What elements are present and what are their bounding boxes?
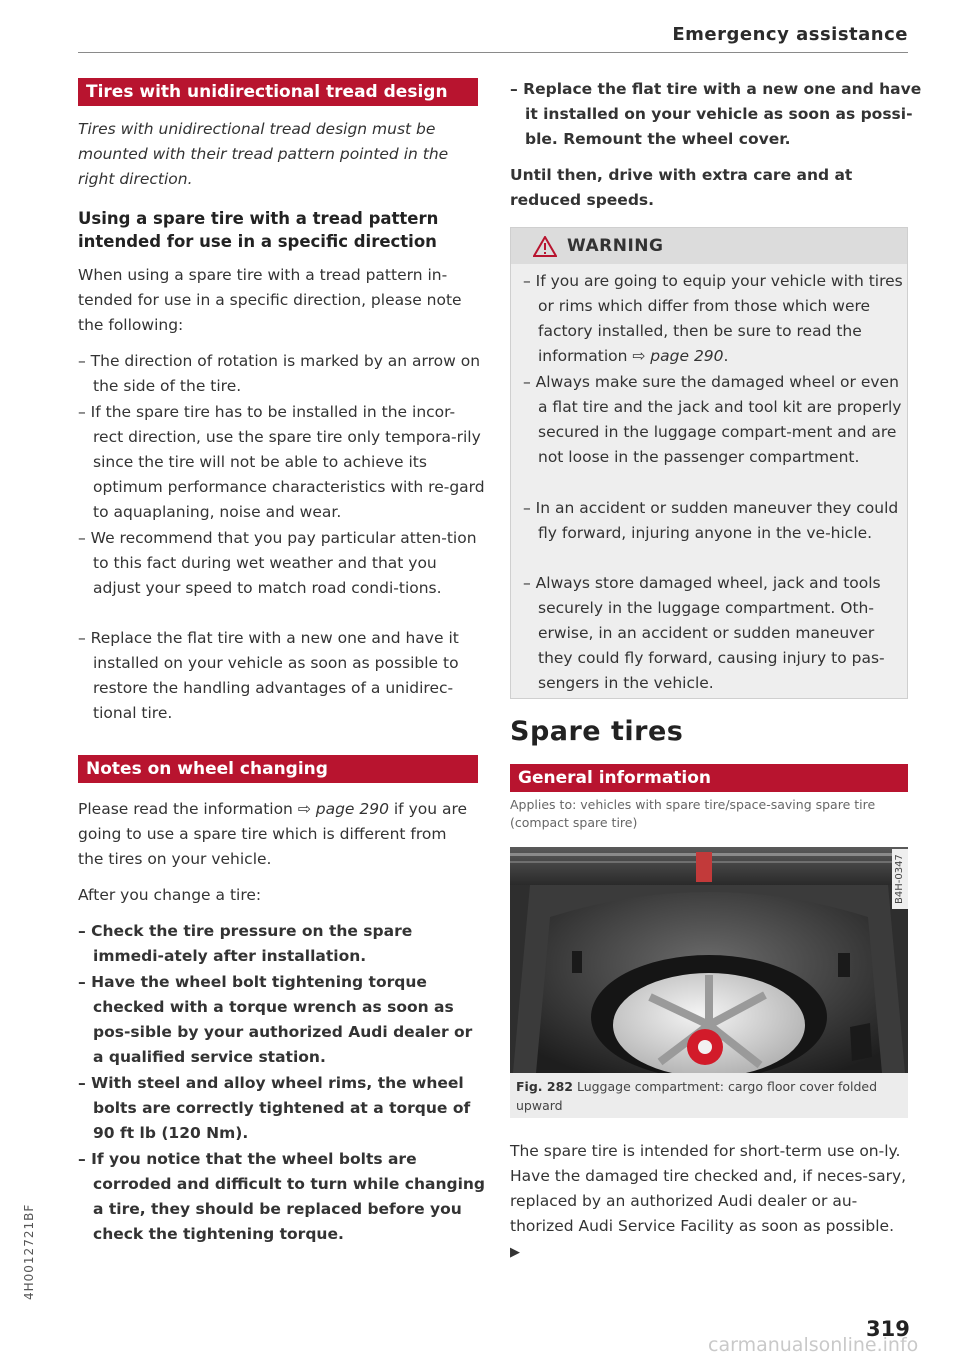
list-item: – Have the wheel bolt tightening torque checked with a torque wrench as soon as pos-sible by your authorized Audi dealer or a qualified service station. [78,973,473,1066]
warning-triangle-icon [533,236,557,257]
list-item: – Check the tire pressure on the spare immedi-ately after installation. [78,922,413,965]
list-item [523,370,912,470]
section-bar-wheel-changing [78,755,478,783]
side-document-code: 4H0012721BF [22,1203,36,1300]
page-xref-link[interactable]: ⇨ page 290 [297,800,389,818]
para-text: Please read the information [78,800,298,818]
watermark: carmanualsonline.info [708,1334,919,1356]
warning-text: – If you are going to equip your vehicle with tires or rims which differ from those which were factory installed, then be sure to read the information [523,272,903,365]
list-item [523,496,912,546]
warning-text: – Always make sure the damaged wheel or even a flat tire and the jack and tool kit are properly secured in the luggage compart-ment and are not loose in the passenger compartment. [523,373,902,466]
page-heading-spare-tires: Spare tires [510,716,684,747]
section-title: General information [518,768,712,788]
list-item: – Replace the flat tire with a new one and have it installed on your vehicle as soon as possible to restore the handling advantages of a unidirec-tional tire. [78,629,459,722]
closing-paragraph [510,1139,908,1265]
warning-title: WARNING [567,236,664,256]
wheel-changing-paragraph [78,797,470,872]
list-item: – If you notice that the wheel bolts are corroded and difficult to turn while changing a tire, they should be replaced before you check the tightening torque. [78,1150,486,1243]
section-bar-unidirectional [78,78,478,106]
list-item [523,571,912,696]
para-text: if you are going to use a spare tire which is different from the tires on your vehicle. [78,800,468,868]
para-text: The spare tire is intended for short-term use on-ly. Have the damaged tire checked and, if neces-sary, replaced by an authorized Audi dealer or au-thorized Audi Service Facility as soon as possible. [510,1142,907,1235]
sub-heading: Using a spare tire with a tread pattern intended for use in a specific direction [78,209,439,251]
warning-text: – Always store damaged wheel, jack and tools securely in the luggage compartment. Oth-erwise, in an accident or sudden maneuver they could fly forward, causing injury to pas-sengers in the vehicle. [523,574,885,692]
list-item [523,269,912,369]
page-number: 319 [866,1317,910,1341]
applies-to-note: Applies to: vehicles with spare tire/space-saving spare tire (compact spare tire) [510,797,876,830]
luggage-compartment-illustration [510,847,908,1073]
page-xref-link[interactable]: ⇨ page 290 [632,347,724,365]
figure-caption [516,1077,902,1115]
warning-box [510,227,908,699]
header-rule [78,52,908,53]
intro-paragraph: Tires with unidirectional tread design must be mounted with their tread pattern pointed in the right direction. [78,120,449,188]
after-change-text: After you change a tire: [78,886,262,904]
list-item: – The direction of rotation is marked by an arrow on the side of the tire. [78,352,481,395]
figure-image [510,847,908,1073]
figure-code: B4H-0347 [892,849,908,909]
section-title: Notes on wheel changing [86,759,328,779]
section-title: Tires with unidirectional tread design [86,82,448,102]
list-item: – With steel and alloy wheel rims, the wheel bolts are correctly tightened at a torque of 90 ft lb (120 Nm). [78,1074,471,1142]
list-item: – Replace the flat tire with a new one and have it installed on your vehicle as soon as possi-ble. Remount the wheel cover. [510,80,922,148]
until-then-text: Until then, drive with extra care and at reduced speeds. [510,166,853,209]
warning-text: – In an accident or sudden maneuver they could fly forward, injuring anyone in the ve-hicle. [523,499,899,542]
figure-label: Fig. 282 [516,1079,573,1094]
section-bar-general [510,764,908,792]
warning-header [511,228,907,264]
warning-text: . [723,347,729,365]
list-item: – If the spare tire has to be installed in the incor-rect direction, use the spare tire only tempora-rily since the tire will not be able to achieve its optimum performance characteristics with re-gard to aquaplaning, noise and wear. [78,403,485,521]
figure-caption-text: Luggage compartment: cargo floor cover folded upward [516,1079,878,1113]
sub-paragraph: When using a spare tire with a tread pattern in-tended for use in a specific direction, please note the following: [78,266,462,334]
continue-arrow-icon: ▶ [510,1245,520,1260]
list-item: – We recommend that you pay particular atten-tion to this fact during wet weather and that you adjust your speed to match road condi-tions. [78,529,477,597]
header-title: Emergency assistance [672,24,908,45]
